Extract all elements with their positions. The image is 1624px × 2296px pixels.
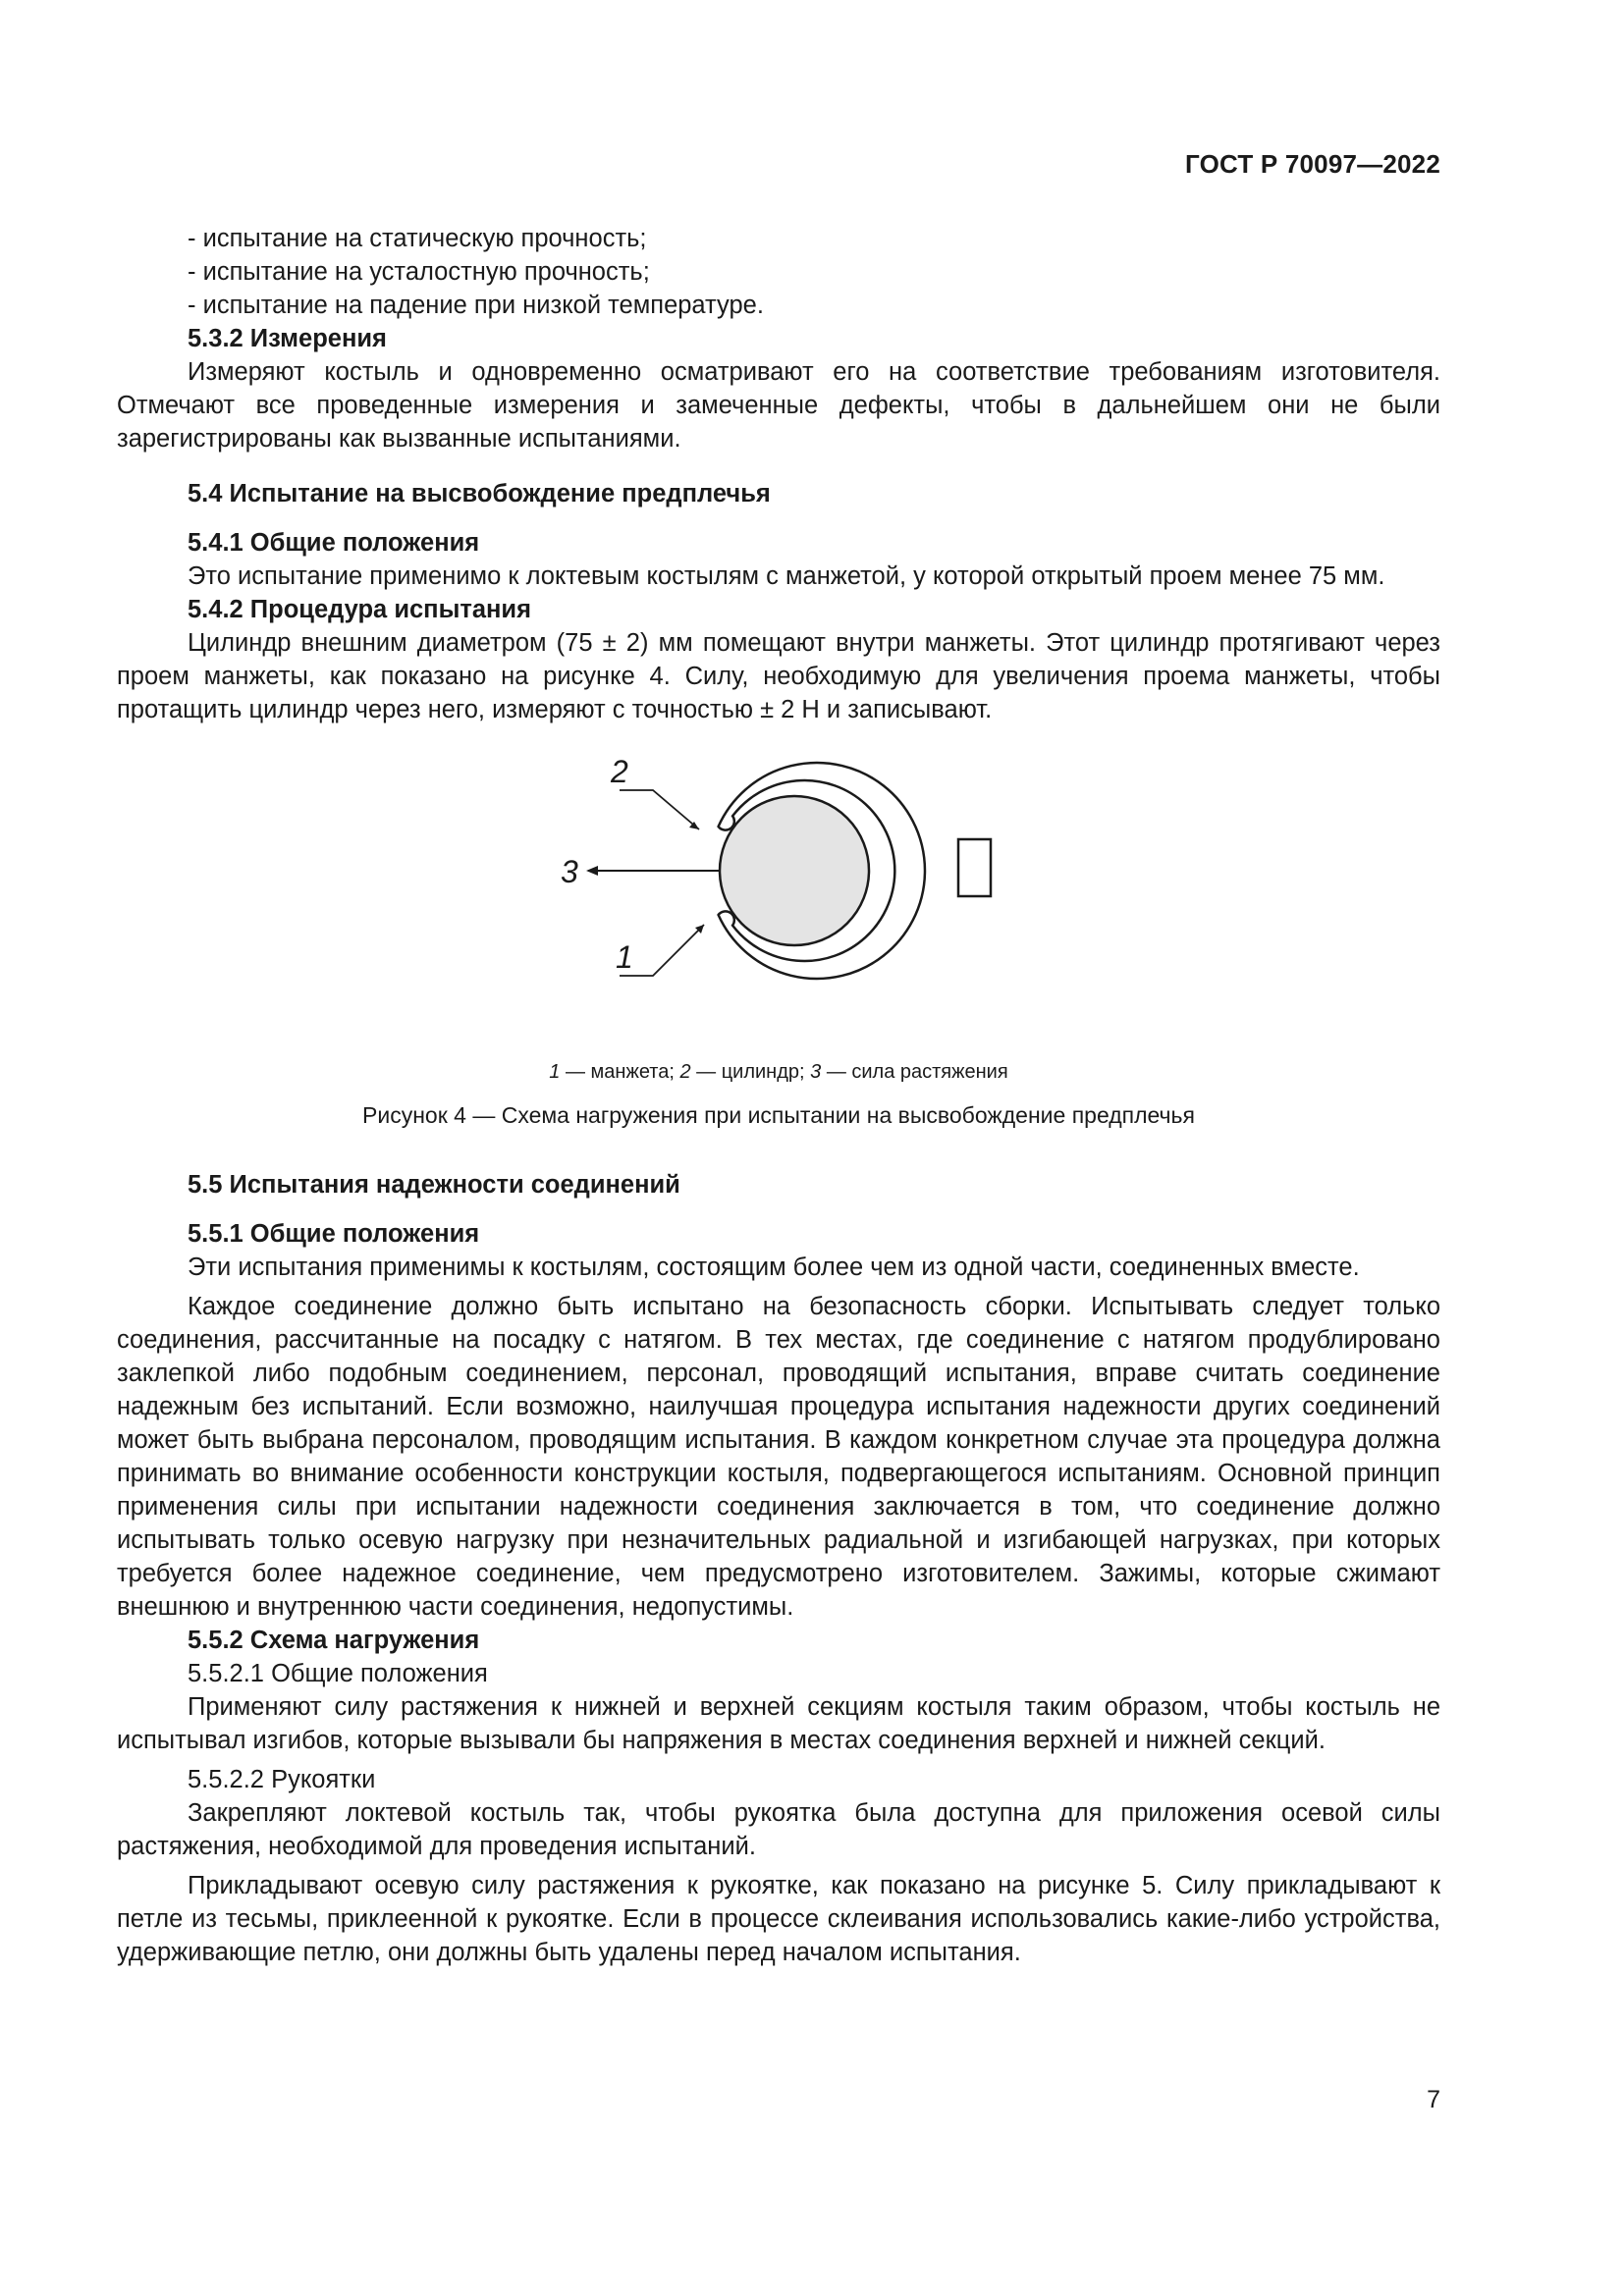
paragraph: Цилиндр внешним диаметром (75 ± 2) мм помещают внутри манжеты. Этот цилиндр протягивают через проем манжеты, как показано на рисунке 4. Силу, необходимую для увеличения проема манжеты, чтобы протащить цилиндр через него, измеряют с точностью ± 2 Н и записывают. bbox=[117, 629, 1440, 723]
section-heading-5-3-2: 5.3.2 Измерения bbox=[188, 325, 387, 352]
figure-4-diagram bbox=[117, 738, 1440, 1054]
list-item: - испытание на падение при низкой температуре. bbox=[188, 292, 764, 319]
section-heading-5-4: 5.4 Испытание на высвобождение предплечья bbox=[188, 480, 771, 507]
legend-number-3: 3 bbox=[810, 1061, 822, 1083]
paragraph: Эти испытания применимы к костылям, состоящим более чем из одной части, соединенных вместе. bbox=[188, 1254, 1360, 1281]
legend-text-1: — манжета; bbox=[560, 1061, 680, 1083]
cuff-cylinder-diagram bbox=[117, 738, 1440, 1054]
figure-label-2: 2 bbox=[611, 754, 628, 789]
paragraph: Это испытание применимо к локтевым костылям с манжетой, у которой открытый проем менее 75 мм. bbox=[188, 562, 1385, 590]
subsection-heading-5-5-2-1: 5.5.2.1 Общие положения bbox=[188, 1660, 488, 1687]
figure-caption: Рисунок 4 — Схема нагружения при испытании на высвобождение предплечья bbox=[362, 1102, 1195, 1128]
page-number: 7 bbox=[1427, 2086, 1440, 2113]
figure-label-3: 3 bbox=[561, 854, 578, 889]
subsection-heading-5-5-2-2: 5.5.2.2 Рукоятки bbox=[188, 1766, 376, 1793]
figure-legend bbox=[117, 1058, 1440, 1086]
section-heading-5-5: 5.5 Испытания надежности соединений bbox=[188, 1171, 680, 1199]
section-heading-5-4-2: 5.4.2 Процедура испытания bbox=[188, 596, 531, 623]
legend-number-2: 2 bbox=[679, 1061, 691, 1083]
paragraph: Закрепляют локтевой костыль так, чтобы рукоятка была доступна для приложения осевой силы растяжения, необходимой для проведения испытаний. bbox=[117, 1799, 1440, 1860]
paragraph: Применяют силу растяжения к нижней и верхней секциям костыля таким образом, чтобы костыль не испытывал изгибов, которые вызывали бы напряжения в местах соединения верхней и нижней секций. bbox=[117, 1693, 1440, 1754]
cylinder-shape bbox=[720, 796, 869, 945]
section-heading-5-5-1: 5.5.1 Общие положения bbox=[188, 1220, 480, 1248]
figure-label-1: 1 bbox=[616, 939, 633, 975]
legend-text-3: — сила растяжения bbox=[821, 1061, 1008, 1083]
paragraph: Измеряют костыль и одновременно осматривают его на соответствие требованиям изготовителя. Отмечают все проведенные измерения и замеченные дефекты, чтобы в дальнейшем они не были зарегистрированы как вызванные испытаниями. bbox=[117, 358, 1440, 453]
legend-number-1: 1 bbox=[549, 1061, 561, 1083]
section-heading-5-5-2: 5.5.2 Схема нагружения bbox=[188, 1627, 480, 1654]
cuff-bracket bbox=[958, 839, 991, 896]
legend-text-2: — цилиндр; bbox=[690, 1061, 811, 1083]
section-heading-5-4-1: 5.4.1 Общие положения bbox=[188, 529, 480, 557]
leader-line-2 bbox=[620, 790, 699, 829]
standard-number: ГОСТ Р 70097—2022 bbox=[1185, 149, 1440, 179]
list-item: - испытание на статическую прочность; bbox=[188, 225, 647, 252]
page-content bbox=[117, 222, 1440, 1969]
paragraph: Каждое соединение должно быть испытано на безопасность сборки. Испытывать следует только соединения, рассчитанные на посадку с натягом. В тех местах, где соединение с натягом продублировано заклепкой либо подобным соединением, персонал, проводящий испытания, вправе считать соединение надежным без испытаний. Если возможно, наилучшая процедура испытания надежности других соединений может быть выбрана персоналом, проводящим испытания. В каждом конкретном случае эта процедура должна принимать во внимание особенности конструкции костыля, подвергающегося испытаниям. Основной принцип применения силы при испытании надежности соединения заключается в том, что соединение должно испытывать только осевую нагрузку при незначительных радиальной и изгибающей нагрузках, при которых требуется более надежное соединение, чем предусмотрено изготовителем. Зажимы, которые сжимают внешнюю и внутреннюю части соединения, недопустимы. bbox=[117, 1293, 1440, 1621]
list-item: - испытание на усталостную прочность; bbox=[188, 258, 650, 286]
paragraph: Прикладывают осевую силу растяжения к рукоятке, как показано на рисунке 5. Силу прикладывают к петле из тесьмы, приклеенной к рукоятке. Если в процессе склеивания использовались какие-либо устройства, удерживающие петлю, они должны быть удалены перед началом испытания. bbox=[117, 1872, 1440, 1966]
